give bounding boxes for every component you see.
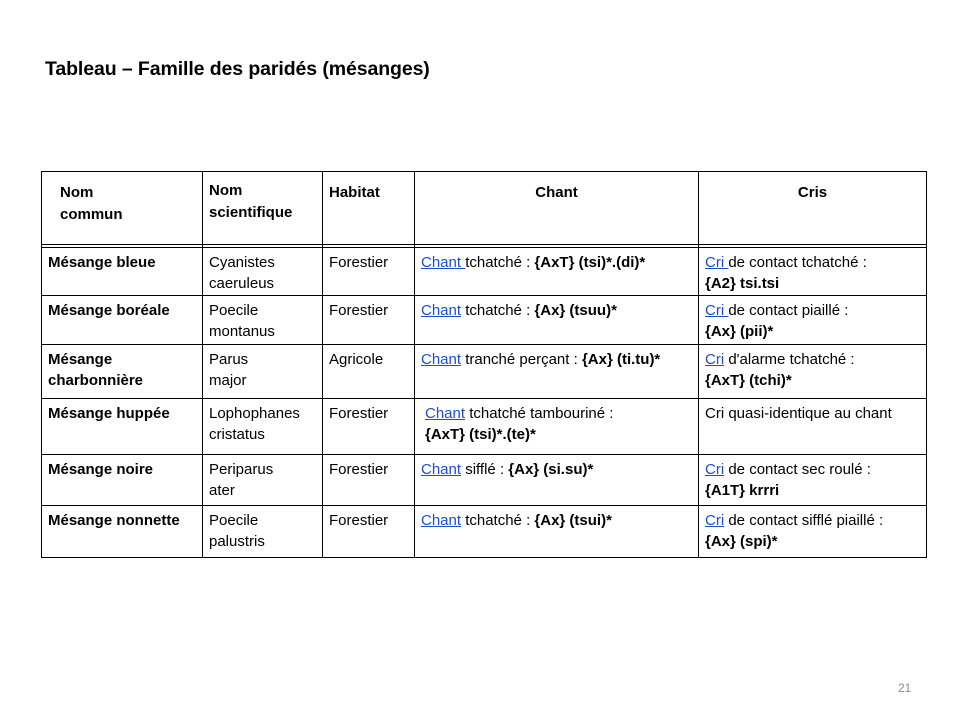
cri-link[interactable]: Cri [705, 512, 725, 529]
chant-link[interactable]: Chant [421, 302, 462, 319]
cri-description: de contact sec roulé : [724, 461, 871, 478]
cri-description: de contact sifflé piaillé : [724, 512, 884, 529]
cell-chant [415, 345, 699, 399]
cell-habitat [323, 506, 415, 558]
header-habitat: Habitat [323, 172, 415, 245]
table-row [42, 506, 927, 558]
cell-nom-commun [42, 296, 203, 345]
cell-habitat [323, 399, 415, 455]
cell-nom-scientifique [203, 248, 323, 296]
chant-code: {Ax} (tsuu)* [534, 302, 617, 319]
chant-code: {AxT} (tsi)*.(te)* [425, 426, 536, 443]
nom-commun-text: Mésange boréale [48, 302, 170, 319]
chant-code: {Ax} (ti.tu)* [581, 351, 661, 368]
nom-scientifique-text-2: caeruleus [209, 275, 275, 292]
cell-nom-scientifique [203, 345, 323, 399]
chant-code: {Ax} (si.su)* [508, 461, 594, 478]
habitat-text: Agricole [329, 351, 384, 368]
nom-scientifique-text-2: cristatus [209, 426, 265, 443]
table-row [42, 248, 927, 296]
cell-chant [415, 455, 699, 506]
cri-description: de contact piaillé : [728, 302, 849, 319]
chant-link[interactable]: Chant [421, 461, 462, 478]
cell-nom-commun [42, 455, 203, 506]
cell-nom-scientifique [203, 399, 323, 455]
cell-nom-scientifique [203, 455, 323, 506]
chant-link[interactable]: Chant [421, 512, 462, 529]
cell-habitat [323, 345, 415, 399]
page-title: Tableau – Famille des paridés (mésanges) [45, 58, 430, 80]
habitat-text: Forestier [329, 302, 389, 319]
chant-description: tchatché tambouriné : [465, 405, 614, 422]
nom-commun-text: Mésange huppée [48, 405, 170, 422]
header-cris: Cris [699, 172, 927, 245]
table-row [42, 296, 927, 345]
chant-description: tchatché : [465, 254, 535, 271]
table-row [42, 455, 927, 506]
cell-nom-commun [42, 248, 203, 296]
habitat-text: Forestier [329, 461, 389, 478]
cell-nom-scientifique [203, 296, 323, 345]
table-row [42, 399, 927, 455]
header-nom-commun: Nom commun [42, 172, 203, 245]
nom-scientifique-text: Poecile [209, 302, 259, 319]
nom-scientifique-text-2: palustris [209, 533, 265, 550]
paridae-table-container [41, 171, 926, 564]
cell-cris [699, 345, 927, 399]
cell-habitat [323, 455, 415, 506]
nom-commun-text: Mésange noire [48, 461, 154, 478]
chant-description: tranché perçant : [461, 351, 582, 368]
habitat-text: Forestier [329, 405, 389, 422]
header-nom-scientifique: Nom scientifique [203, 172, 323, 245]
nom-commun-text: Mésange bleue [48, 254, 156, 271]
cell-cris [699, 455, 927, 506]
cell-cris [699, 399, 927, 455]
cell-nom-commun [42, 345, 203, 399]
cell-habitat [323, 296, 415, 345]
paridae-table [41, 171, 927, 558]
cri-link[interactable]: Cri [705, 461, 725, 478]
nom-scientifique-text: Poecile [209, 512, 259, 529]
cri-code: {Ax} (spi)* [705, 533, 778, 550]
cell-chant [415, 399, 699, 455]
header-row [42, 172, 927, 245]
chant-description: sifflé : [461, 461, 509, 478]
habitat-text: Forestier [329, 254, 389, 271]
cell-cris [699, 296, 927, 345]
cri-code: {Ax} (pii)* [705, 323, 774, 340]
chant-link[interactable]: Chant [425, 405, 466, 422]
nom-scientifique-text: Periparus [209, 461, 274, 478]
header-chant: Chant [415, 172, 699, 245]
nom-scientifique-text-2: ater [209, 482, 235, 499]
cell-cris [699, 506, 927, 558]
cri-link[interactable]: Cri [705, 351, 725, 368]
chant-description: tchatché : [461, 512, 535, 529]
cri-description: Cri quasi-identique au chant [705, 405, 892, 422]
cri-link[interactable]: Cri [705, 254, 729, 271]
chant-code: {AxT} (tsi)*.(di)* [534, 254, 646, 271]
chant-link[interactable]: Chant [421, 351, 462, 368]
cell-cris [699, 248, 927, 296]
nom-scientifique-text-2: major [209, 372, 247, 389]
page-number: 21 [898, 681, 912, 695]
cri-code: {A1T} krrri [705, 482, 780, 499]
cri-description: de contact tchatché : [728, 254, 867, 271]
nom-scientifique-text: Cyanistes [209, 254, 275, 271]
cell-nom-commun [42, 399, 203, 455]
cri-code: {A2} tsi.tsi [705, 275, 780, 292]
cell-habitat [323, 248, 415, 296]
nom-scientifique-text: Lophophanes [209, 405, 300, 422]
cri-code: {AxT} (tchi)* [705, 372, 792, 389]
nom-scientifique-text: Parus [209, 351, 249, 368]
habitat-text: Forestier [329, 512, 389, 529]
chant-link[interactable]: Chant [421, 254, 466, 271]
cell-chant [415, 248, 699, 296]
cell-nom-commun [42, 506, 203, 558]
cell-nom-scientifique [203, 506, 323, 558]
cri-description: d'alarme tchatché : [724, 351, 855, 368]
cri-link[interactable]: Cri [705, 302, 729, 319]
nom-commun-text: Mésange [48, 351, 113, 368]
table-row [42, 345, 927, 399]
chant-code: {Ax} (tsui)* [534, 512, 612, 529]
cell-chant [415, 506, 699, 558]
nom-commun-text-2: charbonnière [48, 372, 144, 389]
nom-commun-text: Mésange nonnette [48, 512, 180, 529]
cell-chant [415, 296, 699, 345]
nom-scientifique-text-2: montanus [209, 323, 275, 340]
chant-description: tchatché : [461, 302, 535, 319]
